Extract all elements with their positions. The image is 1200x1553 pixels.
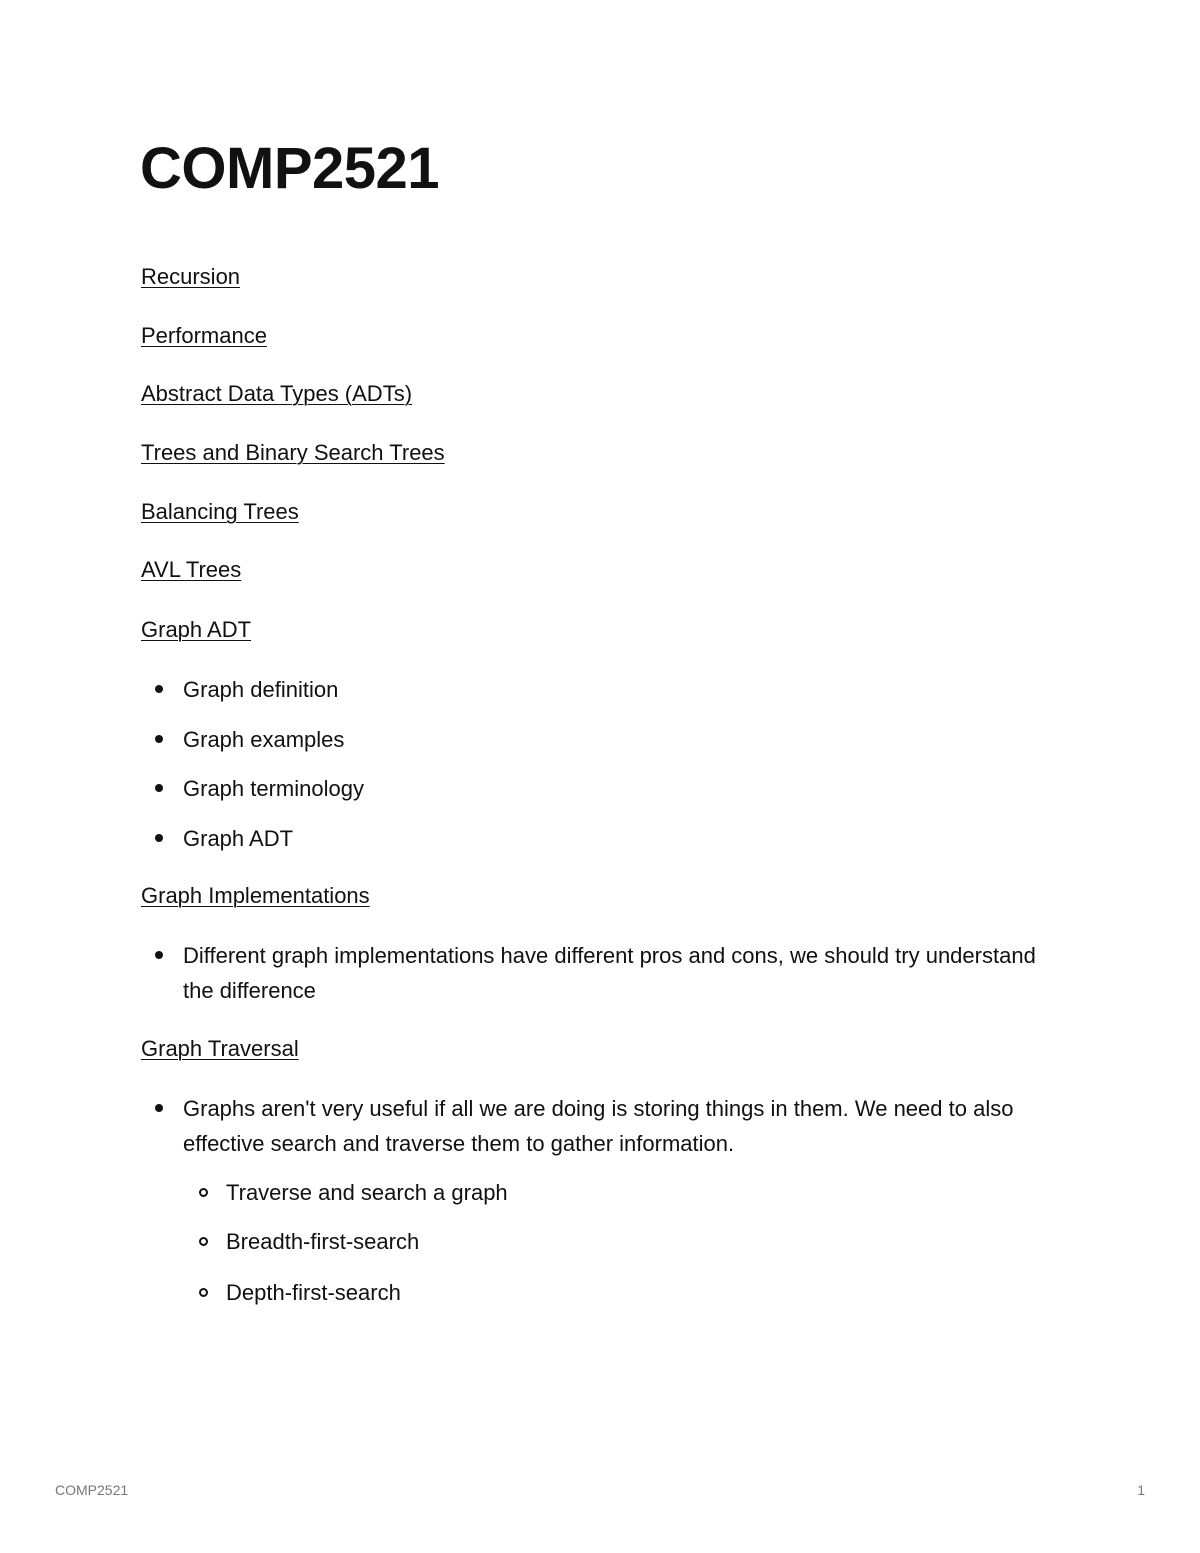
list-item: Graph examples	[183, 722, 1063, 757]
page-number: 1	[1137, 1482, 1145, 1498]
sub-list-item: Traverse and search a graph	[226, 1175, 1046, 1210]
list-item: Graph ADT	[183, 821, 1063, 856]
section-link-adts[interactable]: Abstract Data Types (ADTs)	[141, 381, 413, 406]
section-link-recursion[interactable]: Recursion	[141, 264, 241, 289]
document-title: COMP2521	[140, 136, 440, 201]
sub-list-item: Depth-first-search	[226, 1275, 1046, 1310]
list-item: Graph terminology	[183, 771, 1063, 806]
section-link-avl-trees[interactable]: AVL Trees	[141, 557, 242, 582]
section-link-graph-adt[interactable]: Graph ADT	[141, 617, 252, 642]
list-item: Graph definition	[183, 672, 1063, 707]
section-link-graph-implementations[interactable]: Graph Implementations	[141, 883, 370, 908]
section-link-graph-traversal[interactable]: Graph Traversal	[141, 1036, 299, 1061]
list-item: Graphs aren't very useful if all we are doing is storing things in them. We need to also effective search and traverse them to gather information.	[183, 1091, 1063, 1161]
section-link-balancing-trees[interactable]: Balancing Trees	[141, 499, 299, 524]
sub-list-item: Breadth-first-search	[226, 1224, 1046, 1259]
footer-doc-name: COMP2521	[55, 1482, 129, 1498]
list-item: Different graph implementations have different pros and cons, we should try understand the difference	[183, 938, 1063, 1008]
section-link-trees-bst[interactable]: Trees and Binary Search Trees	[141, 440, 445, 465]
section-link-performance[interactable]: Performance	[141, 323, 267, 348]
